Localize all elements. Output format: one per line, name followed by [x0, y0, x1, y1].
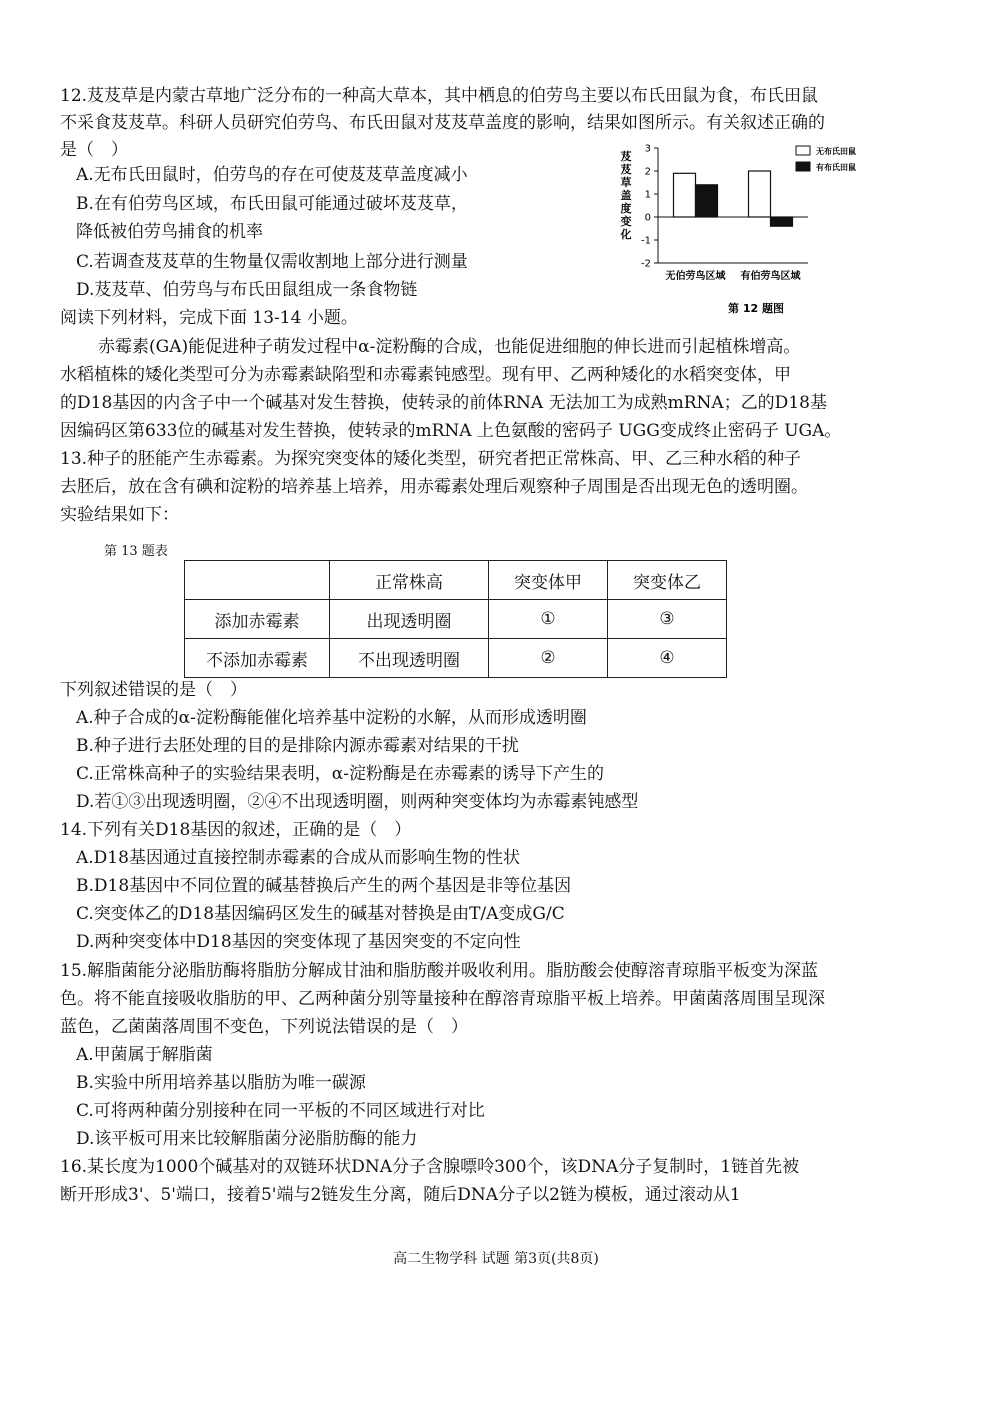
q15-option-a: A.甲菌属于解脂菌: [76, 1045, 213, 1065]
q13-option-c: C.正常株高种子的实验结果表明，α-淀粉酶是在赤霉素的诱导下产生的: [76, 764, 605, 784]
q16-line-2: 断开形成3'、5'端口，接着5'端与2链发生分离，随后DNA分子以2链为模板，通过滚动从1: [60, 1185, 741, 1205]
page-footer: 高二生物学科 试题 第3页(共8页): [393, 1251, 599, 1267]
q14-option-b: B.D18基因中不同位置的碱基替换后产生的两个基因是非等位基因: [76, 876, 572, 896]
q14-option-a: A.D18基因通过直接控制赤霉素的合成从而影响生物的性状: [76, 848, 520, 868]
q14-option-c: C.突变体乙的D18基因编码区发生的碱基对替换是由T/A变成G/C: [76, 904, 565, 924]
chart-ylabel-char: 度: [620, 202, 632, 215]
chart-bar: [696, 185, 718, 217]
chart-bar: [749, 171, 771, 217]
table-cell: ①: [489, 600, 608, 639]
chart-legend-swatch: [796, 162, 810, 171]
reading-para-2: 水稻植株的矮化类型可分为赤霉素缺陷型和赤霉素钝感型。现有甲、乙两种矮化的水稻突变体，甲: [60, 365, 791, 385]
q12-option-b: B.在有伯劳鸟区域，布氏田鼠可能通过破坏芨芨草，: [76, 194, 468, 214]
q13-line-3: 实验结果如下：: [60, 505, 179, 525]
q12-line-3: 是（ ）: [60, 140, 128, 160]
chart-bar: [674, 173, 696, 217]
table-cell: 出现透明圈: [330, 600, 489, 639]
q14-option-d: D.两种突变体中D18基因的突变体现了基因突变的不定向性: [76, 932, 521, 952]
table-cell: 突变体甲: [489, 561, 608, 600]
chart-y-axis-label: [620, 149, 632, 241]
q15-line-1: 15.解脂菌能分泌脂肪酶将脂肪分解成甘油和脂肪酸并吸收利用。脂肪酸会使醇溶青琼脂平板变为深蓝: [60, 961, 819, 981]
table-cell: [185, 561, 330, 600]
q12-line-2: 不采食芨芨草。科研人员研究伯劳鸟、布氏田鼠对芨芨草盖度的影响，结果如图所示。有关叙述正确的: [60, 113, 825, 133]
q12-option-c: C.若调查芨芨草的生物量仅需收割地上部分进行测量: [76, 252, 468, 272]
chart-y-tick-label: 3: [644, 143, 651, 155]
chart-legend-label: 无布氏田鼠: [816, 147, 856, 156]
chart-ylabel-char: 草: [620, 176, 632, 189]
chart-bars: [666, 171, 802, 282]
q13-line-1: 13.种子的胚能产生赤霉素。为探究突变体的矮化类型，研究者把正常株高、甲、乙三种水稻的种子: [60, 449, 802, 469]
q14-stem: 14.下列有关D18基因的叙述，正确的是（ ）: [60, 820, 412, 840]
q15-line-2: 色。将不能直接吸收脂肪的甲、乙两种菌分别等量接种在醇溶青琼脂平板上培养。甲菌菌落周围呈现深: [60, 989, 825, 1009]
chart-ylabel-char: 盖: [620, 189, 632, 202]
q13-table: [184, 560, 727, 678]
chart-ylabel-char: 化: [620, 228, 632, 241]
table-row: [185, 639, 727, 678]
chart-legend-swatch: [796, 146, 810, 155]
q12-option-d: D.芨芨草、伯劳鸟与布氏田鼠组成一条食物链: [76, 280, 418, 300]
q13-table-caption: 第 13 题表: [104, 544, 168, 559]
q13-stem: 下列叙述错误的是（ ）: [60, 680, 247, 700]
q13-line-2: 去胚后，放在含有碘和淀粉的培养基上培养，用赤霉素处理后观察种子周围是否出现无色的透明圈。: [60, 477, 808, 497]
q12-bar-chart: [612, 138, 912, 318]
table-row: [185, 600, 727, 639]
table-cell: 添加赤霉素: [185, 600, 330, 639]
q12-line-1: 12.芨芨草是内蒙古草地广泛分布的一种高大草本，其中栖息的伯劳鸟主要以布氏田鼠为食，布氏田鼠: [60, 86, 819, 106]
q13-option-a: A.种子合成的α-淀粉酶能催化培养基中淀粉的水解，从而形成透明圈: [76, 708, 587, 728]
chart-ylabel-char: 芨: [620, 163, 632, 176]
chart-bar: [771, 217, 793, 226]
chart-ylabel-char: 变: [620, 215, 632, 228]
table-cell: ④: [608, 639, 727, 678]
chart-legend-label: 有布氏田鼠: [816, 163, 856, 172]
table-cell: 正常株高: [330, 561, 489, 600]
chart-ylabel-char: 芨: [620, 150, 632, 163]
q12-option-a: A.无布氏田鼠时，伯劳鸟的存在可使芨芨草盖度减小: [76, 165, 468, 185]
chart-y-tick-label: 2: [644, 166, 651, 178]
table-cell: ③: [608, 600, 727, 639]
chart-y-tick-label: 1: [644, 189, 651, 201]
chart-caption: 第 12 题图: [728, 302, 784, 315]
reading-para-1: 赤霉素(GA)能促进种子萌发过程中α-淀粉酶的合成，也能促进细胞的伸长进而引起植株增高。: [98, 337, 801, 357]
table-cell: 突变体乙: [608, 561, 727, 600]
reading-intro: 阅读下列材料，完成下面 13-14 小题。: [60, 308, 358, 328]
chart-x-tick-label: 有伯劳鸟区域: [740, 271, 801, 282]
q13-option-d: D.若①③出现透明圈，②④不出现透明圈，则两种突变体均为赤霉素钝感型: [76, 792, 639, 812]
q13-option-b: B.种子进行去胚处理的目的是排除内源赤霉素对结果的干扰: [76, 736, 519, 756]
chart-legend: [796, 146, 856, 172]
chart-y-tick-label: -2: [641, 258, 651, 270]
reading-para-3: 的D18基因的内含子中一个碱基对发生替换，使转录的前体RNA 无法加工为成熟mRNA；乙的D18基: [60, 393, 827, 413]
table-header-row: [185, 561, 727, 600]
chart-axes: [641, 144, 808, 270]
table-cell: 不添加赤霉素: [185, 639, 330, 678]
chart-y-tick-label: -1: [641, 235, 651, 247]
q12-option-b-cont: 降低被伯劳鸟捕食的机率: [76, 222, 263, 242]
table-cell: 不出现透明圈: [330, 639, 489, 678]
q15-line-3: 蓝色，乙菌菌落周围不变色，下列说法错误的是（ ）: [60, 1017, 468, 1037]
chart-y-tick-label: 0: [644, 212, 651, 224]
reading-para-4: 因编码区第633位的碱基对发生替换，使转录的mRNA 上色氨酸的密码子 UGG变成终止密码子 UGA。: [60, 421, 842, 441]
q15-option-b: B.实验中所用培养基以脂肪为唯一碳源: [76, 1073, 366, 1093]
q16-line-1: 16.某长度为1000个碱基对的双链环状DNA分子含腺嘌呤300个，该DNA分子复制时，1链首先被: [60, 1157, 800, 1177]
q15-option-c: C.可将两种菌分别接种在同一平板的不同区域进行对比: [76, 1101, 485, 1121]
table-cell: ②: [489, 639, 608, 678]
q15-option-d: D.该平板可用来比较解脂菌分泌脂肪酶的能力: [76, 1129, 418, 1149]
chart-x-tick-label: 无伯劳鸟区域: [665, 271, 726, 282]
